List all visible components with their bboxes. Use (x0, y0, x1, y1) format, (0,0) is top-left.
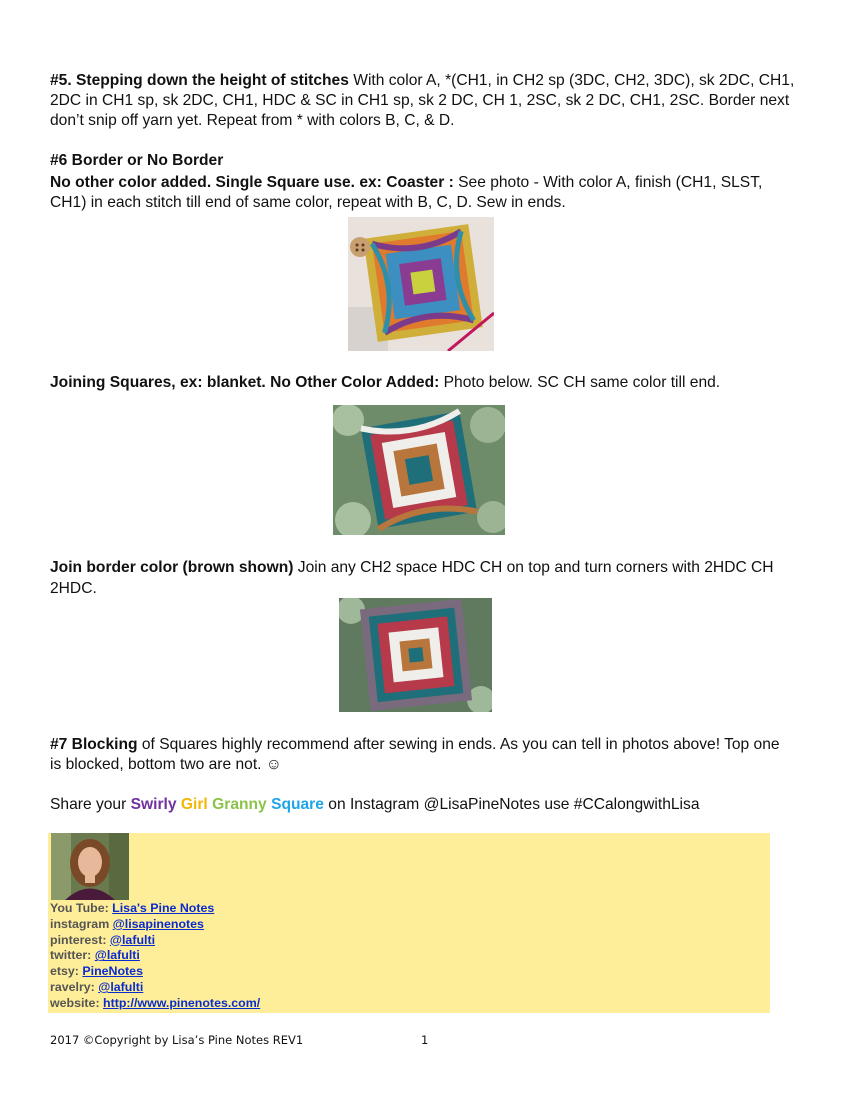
blanket-square-photo (333, 405, 505, 535)
step5-heading: #5. Stepping down the height of stitches (50, 72, 349, 89)
joining-heading: Joining Squares, ex: blanket. No Other Color Added: (50, 374, 440, 391)
joining-paragraph (50, 373, 795, 393)
twitter-link[interactable]: @lafulti (94, 948, 140, 963)
border-paragraph (50, 557, 795, 599)
pinterest-link[interactable]: @lafulti (109, 932, 156, 947)
share-word-girl: Girl (180, 796, 208, 813)
author-avatar (51, 833, 129, 900)
step7-heading: #7 Blocking (50, 736, 138, 753)
social-website (50, 996, 260, 1012)
social-pinterest (50, 933, 260, 949)
step6-text: See photo - With color A, finish (CH1, SLST, CH1) in each stitch till end of same color, repeat with B, C, D. Sew in ends. (50, 174, 763, 211)
copyright-text: 2017 ©Copyright by Lisa’s Pine Notes REV1 (50, 1033, 304, 1047)
step5-paragraph (50, 71, 795, 131)
social-instagram (50, 917, 260, 933)
step7-paragraph (50, 735, 795, 775)
social-label: You Tube: (50, 901, 113, 915)
social-links (50, 901, 260, 1012)
social-ravelry (50, 980, 260, 996)
share-word-swirly: Swirly (130, 796, 177, 813)
coaster-photo (348, 217, 494, 351)
social-label: website: (50, 995, 104, 1010)
share-suffix: on Instagram @LisaPineNotes use #CCalongwithLisa (323, 796, 700, 813)
etsy-link[interactable]: PineNotes (82, 964, 143, 979)
border-heading: Join border color (brown shown) (50, 559, 294, 576)
share-word-square: Square (271, 796, 324, 813)
step6-heading: #6 Border or No Border (50, 152, 224, 169)
ravelry-link[interactable]: @lafulti (98, 979, 144, 994)
social-twitter (50, 948, 260, 964)
social-label: pinterest: (50, 932, 110, 947)
social-label: twitter: (50, 948, 95, 963)
instagram-link[interactable]: @lisapinenotes (112, 916, 204, 931)
youtube-link[interactable]: Lisa's Pine Notes (112, 901, 215, 915)
social-label: ravelry: (50, 979, 99, 994)
step6-subheading: No other color added. Single Square use. ex: Coaster : (50, 174, 454, 191)
bordered-square-photo (339, 598, 492, 712)
social-etsy (50, 964, 260, 980)
page-number: 1 (421, 1033, 429, 1047)
share-line (50, 795, 795, 815)
share-prefix: Share your (50, 796, 131, 813)
social-label: etsy: (50, 964, 83, 979)
share-word-granny: Granny (212, 796, 267, 813)
social-youtube (50, 901, 260, 917)
border-text: Join any CH2 space HDC CH on top and turn corners with 2HDC CH 2HDC. (50, 559, 774, 597)
website-link[interactable]: http://www.pinenotes.com/ (103, 995, 261, 1010)
social-label: instagram (50, 916, 113, 931)
step5-text: With color A, *(CH1, in CH2 sp (3DC, CH2, 3DC), sk 2DC, CH1, 2DC in CH1 sp, sk 2DC, CH1, HDC & SC in CH1 sp, sk 2 DC, CH 1, 2SC, sk 2 DC, CH1, 2SC. Border next don’t snip off yarn yet. Repeat from * with colors B, C, & D. (50, 72, 795, 129)
step6-paragraph (50, 173, 795, 213)
joining-text: Photo below. SC CH same color till end. (439, 374, 721, 391)
step7-text: of Squares highly recommend after sewing in ends. As you can tell in photos above! Top one is blocked, bottom two are not. ☺ (50, 736, 780, 773)
